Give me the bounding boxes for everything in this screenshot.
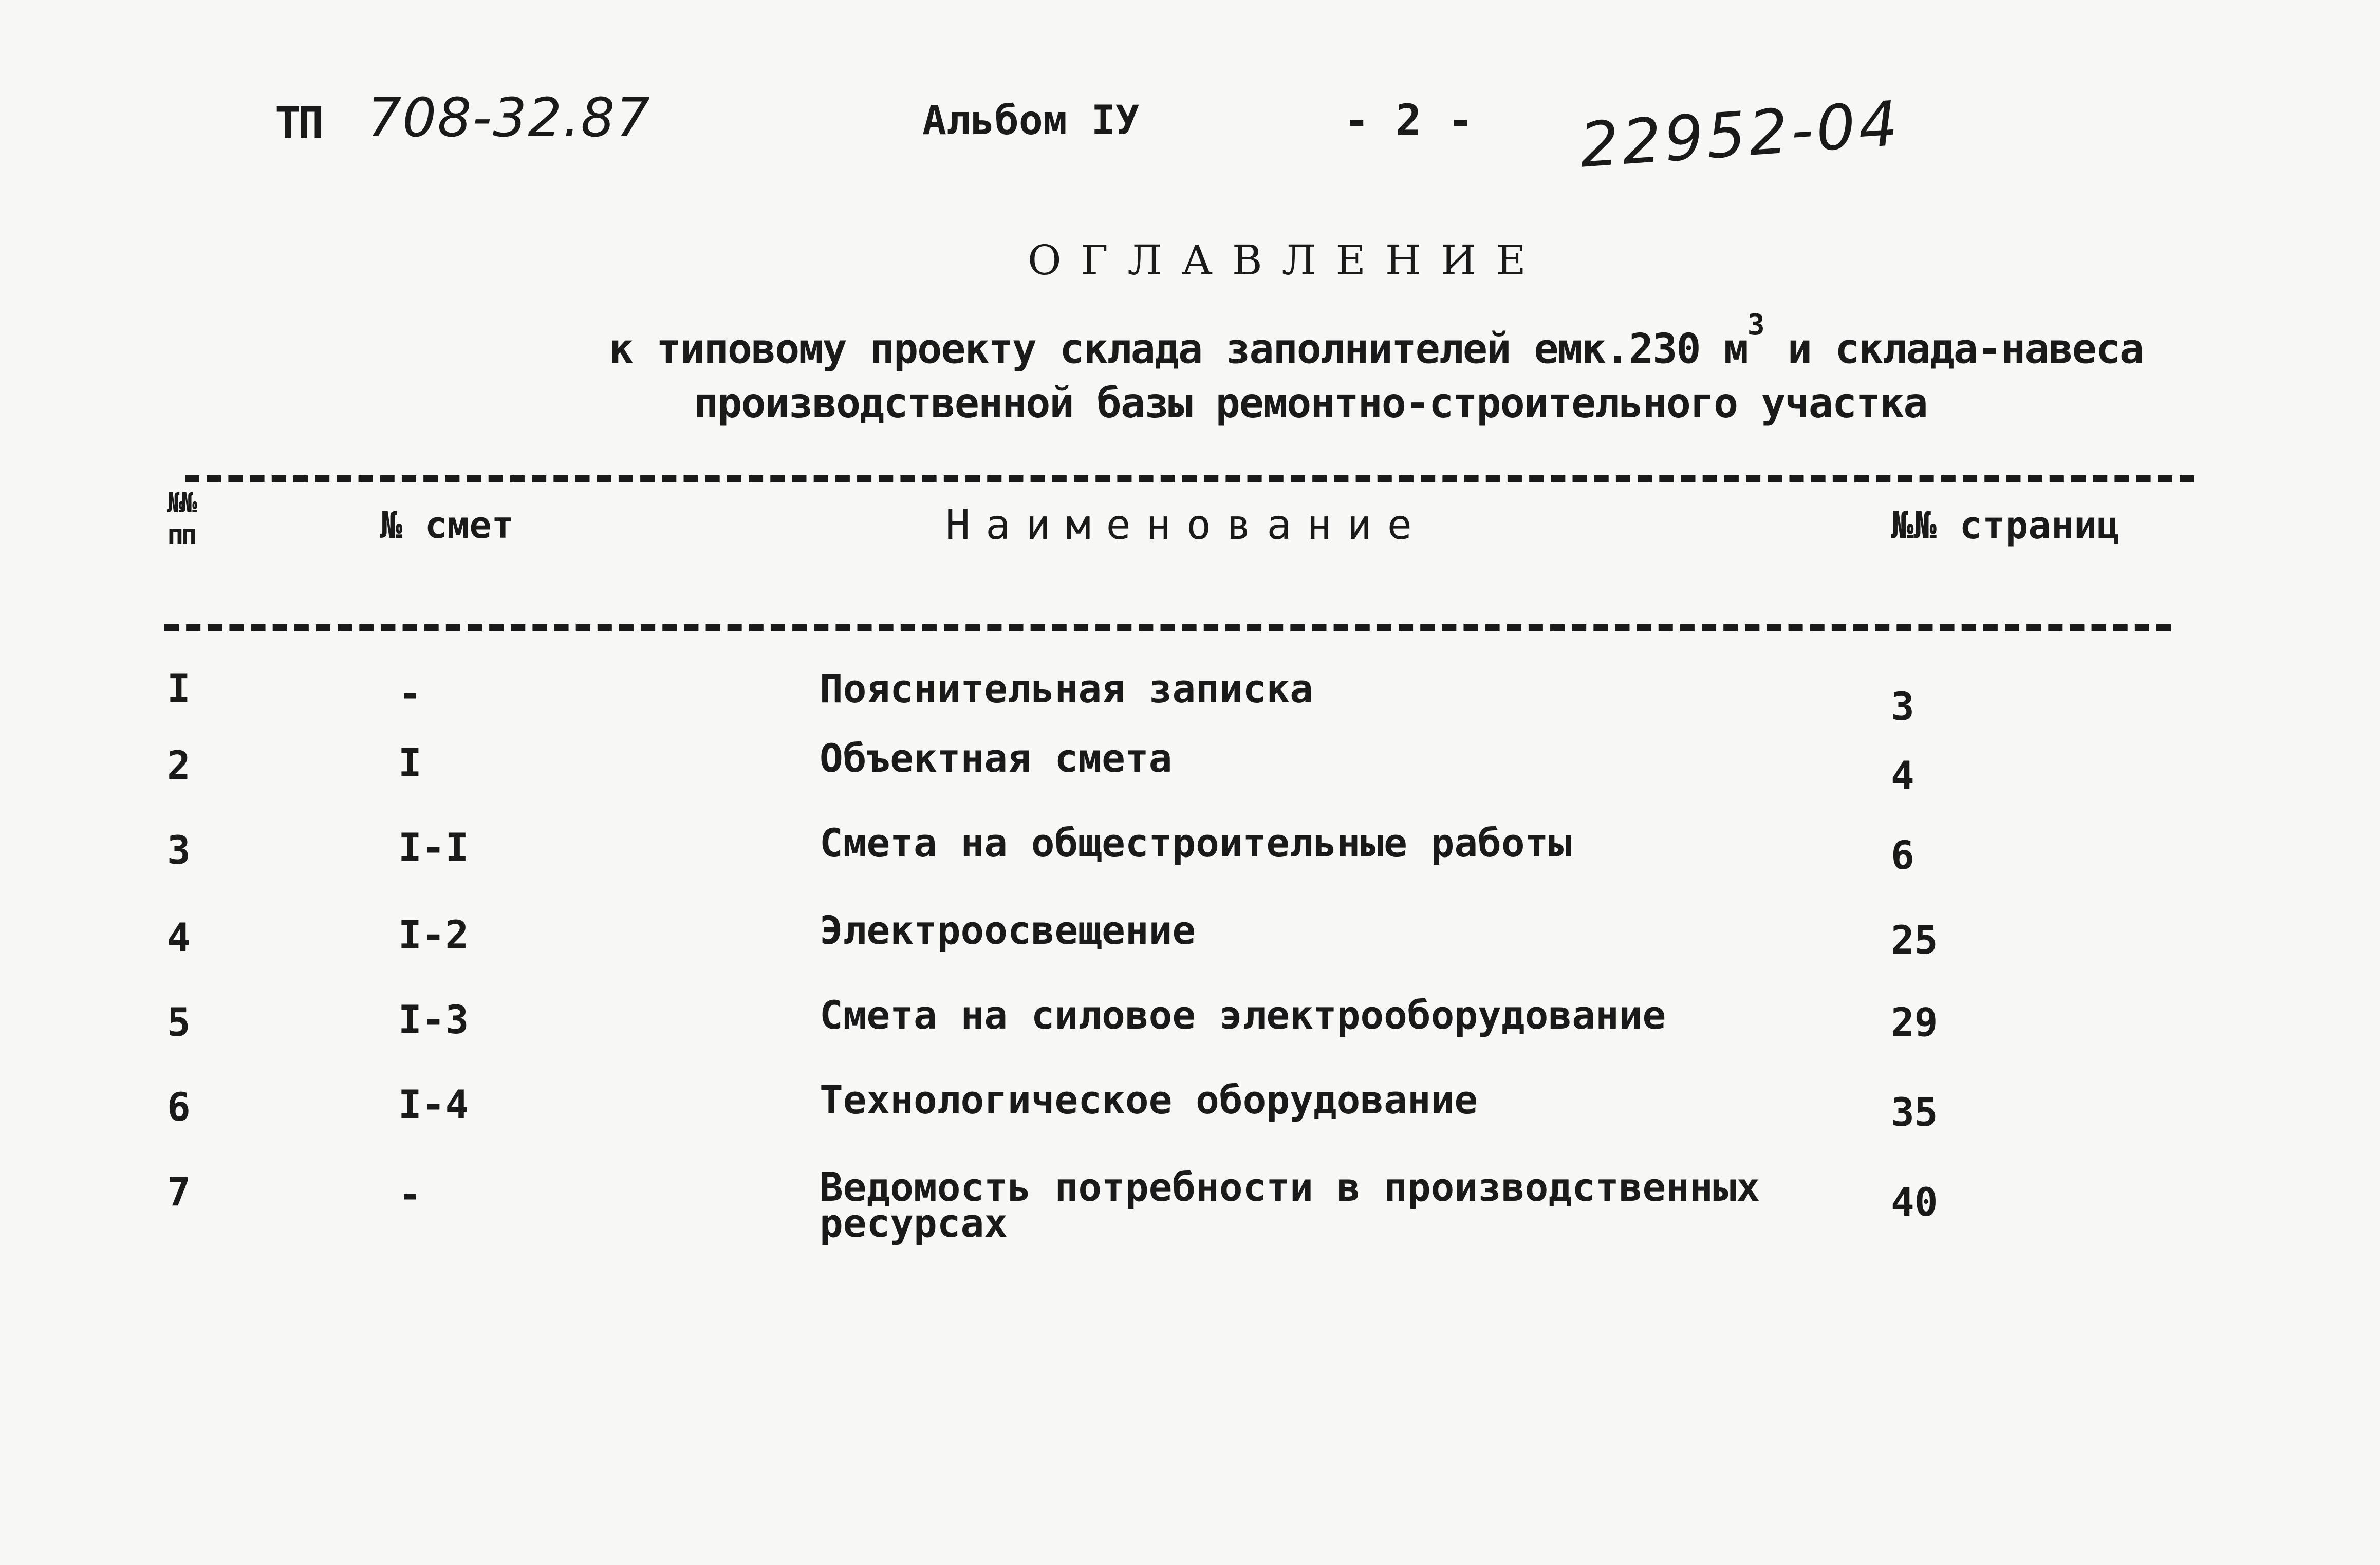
item-name: Технологическое оборудование — [820, 1077, 1478, 1123]
subtitle-line-2: производственной базы ремонтно-строительного участка — [694, 379, 1927, 427]
row-number: 5 — [167, 999, 191, 1045]
item-page: 25 — [1891, 917, 1938, 963]
header-estimate-number: № смет — [380, 504, 514, 547]
page-title: ОГЛАВЛЕНИЕ — [1028, 236, 1546, 284]
item-page: 3 — [1891, 683, 1914, 729]
subtitle-superscript: 3 — [1747, 308, 1764, 342]
row-number: 6 — [167, 1084, 191, 1130]
header-page-numbers: №№ страниц — [1891, 504, 2120, 548]
page-number: - 2 - — [1344, 95, 1474, 145]
estimate-number: I-4 — [398, 1082, 469, 1127]
item-name: Ведомость потребности в производственных — [820, 1164, 1760, 1210]
project-number: 708-32.87 — [367, 86, 651, 149]
table-header-rule — [164, 624, 2171, 631]
document-code-label: ТП — [275, 98, 321, 148]
estimate-number: I-I — [398, 825, 469, 870]
row-number: 7 — [167, 1169, 191, 1215]
item-name: Смета на силовое электрооборудование — [820, 992, 1666, 1038]
item-page: 40 — [1891, 1179, 1938, 1225]
header-row-number: №№ пп — [167, 487, 195, 551]
handwritten-archive-number: 22952-04 — [1577, 88, 1903, 182]
estimate-number: - — [398, 670, 422, 716]
subtitle-text: к типовому проекту склада заполнителей емк.230 м — [609, 325, 1747, 373]
row-number: I — [167, 665, 191, 711]
subtitle-line-1 — [609, 308, 2144, 373]
estimate-number: I-2 — [398, 912, 469, 958]
row-number: 4 — [167, 915, 191, 960]
subtitle-suffix: и склада-навеса — [1763, 325, 2144, 373]
row-number: 2 — [167, 742, 191, 788]
header-name: Наименование — [945, 501, 1427, 549]
item-name-continuation: ресурсах — [820, 1200, 1008, 1246]
estimate-number: I — [398, 740, 422, 786]
item-page: 35 — [1891, 1089, 1938, 1135]
item-name: Электроосвещение — [820, 907, 1196, 953]
item-name: Пояснительная записка — [820, 666, 1313, 712]
item-page: 6 — [1891, 832, 1914, 878]
estimate-number: I-3 — [398, 997, 469, 1042]
item-name: Смета на общестроительные работы — [820, 820, 1572, 866]
estimate-number: - — [398, 1171, 422, 1217]
album-label: Альбом IУ — [922, 98, 1140, 144]
item-name: Объектная смета — [820, 735, 1173, 781]
row-number: 3 — [167, 827, 191, 873]
item-page: 4 — [1891, 753, 1914, 798]
item-page: 29 — [1891, 999, 1938, 1045]
table-top-rule — [185, 475, 2194, 482]
